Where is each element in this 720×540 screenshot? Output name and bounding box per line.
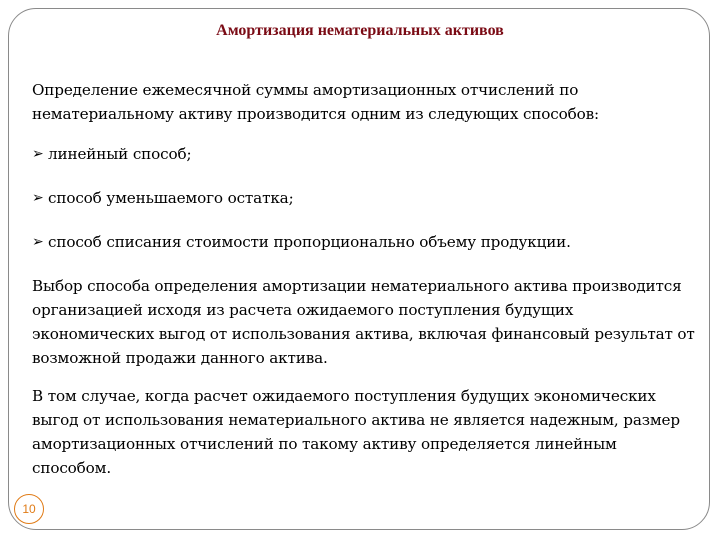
bullet-item <box>32 230 700 254</box>
arrow-bullet-icon: ➢ <box>32 234 44 250</box>
bullet-text: способ списания стоимости пропорционально объему продукции. <box>48 233 571 251</box>
bullet-item <box>32 142 700 166</box>
intro-paragraph: Определение ежемесячной суммы амортизационных отчислений по нематериальному активу производится одним из следующих способов: <box>32 81 599 123</box>
linear-default-paragraph: В том случае, когда расчет ожидаемого поступления будущих экономических выгод от использования нематериального актива не является надежным, размер амортизационных отчислений по такому активу определяется линейным способом. <box>32 387 680 477</box>
bullet-text: способ уменьшаемого остатка; <box>48 189 294 207</box>
method-choice-paragraph: Выбор способа определения амортизации нематериального актива производится организацией исходя из расчета ожидаемого поступления будущих экономических выгод от использования актива, включая финансовый результат от возможной продажи данного актива. <box>32 277 695 367</box>
arrow-bullet-icon: ➢ <box>32 146 44 162</box>
bullet-text: линейный способ; <box>48 145 192 163</box>
bullet-item <box>32 186 700 210</box>
slide-content <box>32 78 700 480</box>
arrow-bullet-icon: ➢ <box>32 190 44 206</box>
page-number: 10 <box>22 502 36 516</box>
page-number-badge <box>14 494 44 524</box>
slide-title: Амортизация нематериальных активов <box>216 22 504 39</box>
